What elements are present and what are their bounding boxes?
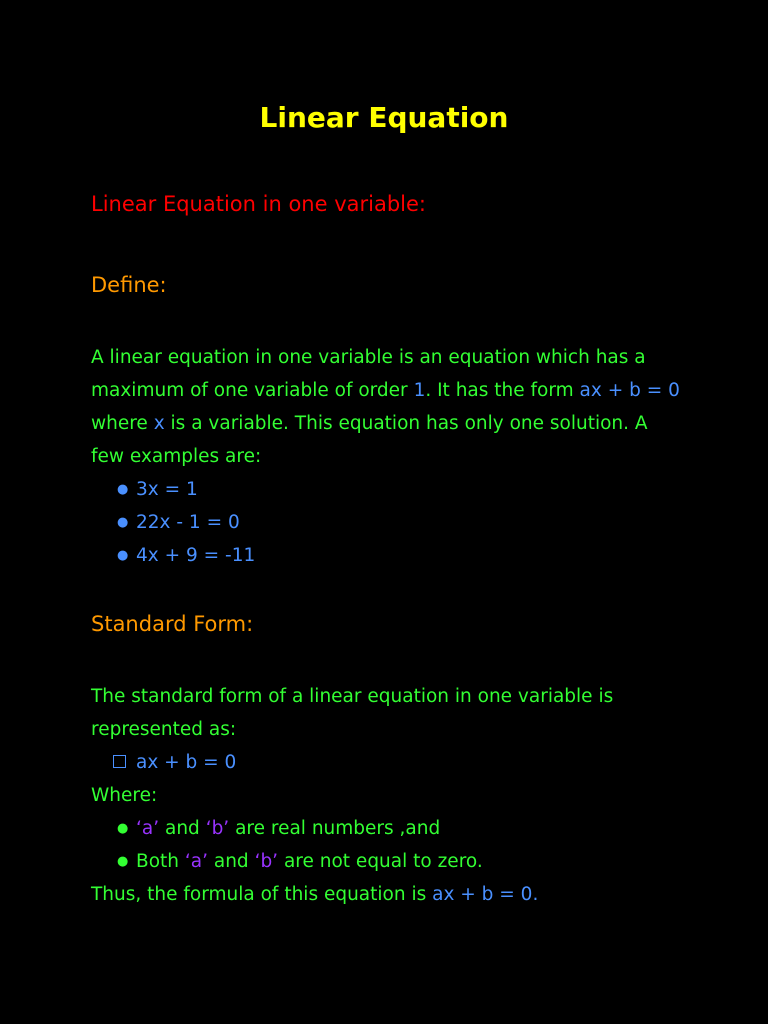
bullet-dot-icon: ● [117, 548, 129, 563]
define-line-2 [91, 374, 691, 407]
standard-line-1 [91, 680, 691, 713]
text-span: Where: [91, 785, 158, 806]
text-span: are not equal to zero. [278, 851, 483, 872]
standard-formula: ax + b = 0 [136, 752, 237, 773]
variable-a: ‘a’ [184, 851, 208, 872]
standard-form-heading: Standard Form: [91, 612, 254, 636]
standard-formula-item [91, 746, 691, 779]
text-span: is a variable. This equation has only one solution. A [164, 413, 648, 434]
text-span: where [91, 413, 154, 434]
example-equation: 22x - 1 = 0 [136, 512, 240, 533]
list-item [91, 539, 691, 572]
define-line-1 [91, 341, 691, 374]
final-formula: ax + b = 0 [432, 884, 533, 905]
list-item [91, 473, 691, 506]
variable-a: ‘a’ [136, 818, 160, 839]
variable-b: ‘b’ [254, 851, 279, 872]
bullet-dot-icon: ● [117, 821, 129, 836]
variable-x: x [153, 413, 165, 434]
text-span: are real numbers ,and [229, 818, 441, 839]
text-span: represented as: [91, 719, 237, 740]
thus-line [91, 878, 691, 911]
example-equation: 4x + 9 = -11 [136, 545, 256, 566]
define-line-4 [91, 440, 691, 473]
text-span: The standard form of a linear equation in one variable is [91, 686, 614, 707]
bullet-dot-icon: ● [117, 482, 129, 497]
text-span: Thus, the formula of this equation is [91, 884, 433, 905]
text-span: few examples are: [91, 446, 262, 467]
where-label [91, 779, 691, 812]
text-span: and [207, 851, 255, 872]
page-title: Linear Equation [259, 101, 509, 134]
section-heading: Linear Equation in one variable: [91, 192, 426, 216]
list-item [91, 506, 691, 539]
text-span: . [532, 884, 539, 905]
order-value: 1 [413, 380, 426, 401]
text-span: maximum of one variable of order [91, 380, 414, 401]
variable-b: ‘b’ [205, 818, 230, 839]
list-item [91, 845, 691, 878]
text-span: and [159, 818, 206, 839]
define-line-3 [91, 407, 691, 440]
standard-line-2 [91, 713, 691, 746]
define-heading: Define: [91, 273, 167, 297]
equation-form: ax + b = 0 [579, 380, 680, 401]
standard-form-paragraph [91, 680, 691, 911]
text-span: Both [136, 851, 185, 872]
text-span: A linear equation in one variable is an equation which has a [91, 347, 646, 368]
bullet-dot-icon: ● [117, 854, 129, 869]
define-paragraph [91, 341, 691, 572]
list-item [91, 812, 691, 845]
example-equation: 3x = 1 [136, 479, 198, 500]
text-span: . It has the form [425, 380, 580, 401]
square-box-icon [113, 755, 126, 768]
bullet-dot-icon: ● [117, 515, 129, 530]
